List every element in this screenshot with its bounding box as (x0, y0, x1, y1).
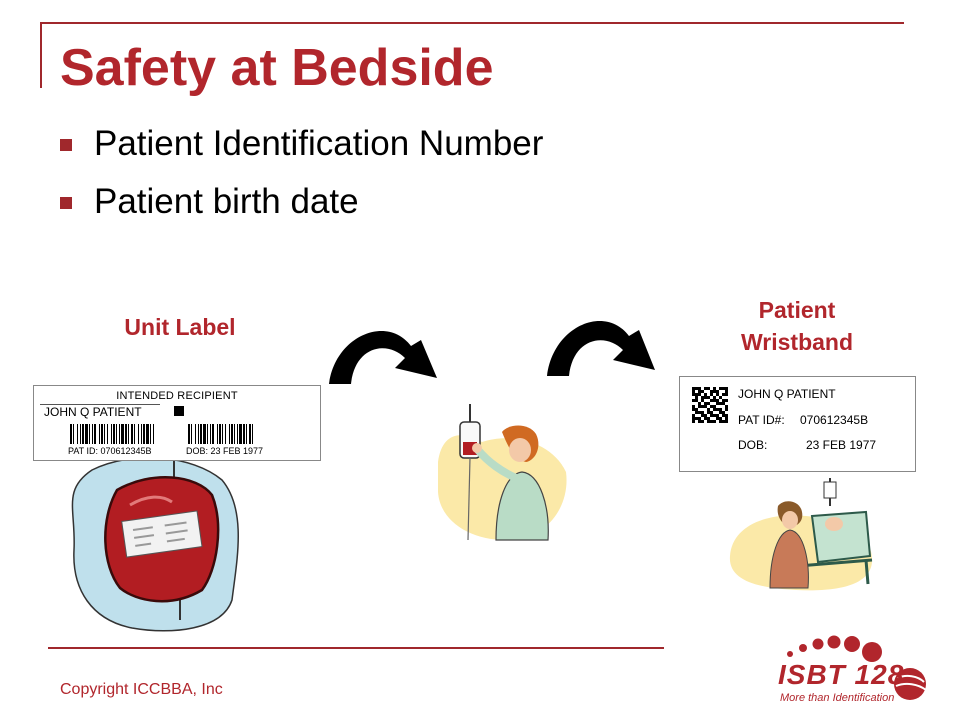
patient-bed-icon (726, 476, 876, 592)
curved-arrow-icon (543, 308, 663, 380)
bullet-text: Patient Identification Number (94, 124, 544, 163)
wristband-caption (712, 294, 882, 358)
wristband-caption-line1: Patient (758, 297, 836, 323)
logo-tagline: More than Identification (780, 692, 895, 704)
curved-arrow-icon (325, 318, 445, 388)
nurse-iv-icon (432, 402, 572, 542)
bullet-item (60, 120, 543, 178)
bullet-list (60, 120, 543, 236)
wristband-card (679, 376, 916, 472)
unit-label-barcode-icon (70, 424, 300, 446)
logo-text: ISBT 128 (778, 659, 905, 690)
wristband-dob-value: 23 FEB 1977 (806, 438, 877, 452)
unit-label-dob: DOB: 23 FEB 1977 (186, 446, 264, 456)
wristband-dob-label: DOB: (738, 438, 768, 452)
wristband-caption-line2: Wristband (740, 329, 854, 355)
unit-label-caption: Unit Label (124, 314, 236, 340)
slide-frame-left (40, 22, 42, 88)
unit-label-card (33, 385, 321, 461)
wristband-id-label: PAT ID#: (738, 413, 785, 427)
bullet-square-icon (60, 197, 72, 209)
unit-label-header: INTENDED RECIPIENT (116, 390, 238, 402)
footer-rule (48, 647, 664, 649)
qr-code-icon (692, 387, 728, 423)
wristband-id-value: 070612345B (800, 413, 869, 427)
bullet-text: Patient birth date (94, 182, 359, 221)
wristband-name: JOHN Q PATIENT (738, 387, 836, 401)
blood-bag-icon (62, 450, 252, 640)
unit-label-name: JOHN Q PATIENT (44, 405, 142, 419)
unit-label-pat-id: PAT ID: 070612345B (68, 446, 152, 456)
unit-label-mark-icon (174, 406, 184, 416)
slide-frame-top (40, 22, 904, 24)
bullet-item (60, 178, 543, 236)
slide-title: Safety at Bedside (60, 39, 494, 97)
bullet-square-icon (60, 139, 72, 151)
copyright-text: Copyright ICCBBA, Inc (60, 681, 223, 698)
